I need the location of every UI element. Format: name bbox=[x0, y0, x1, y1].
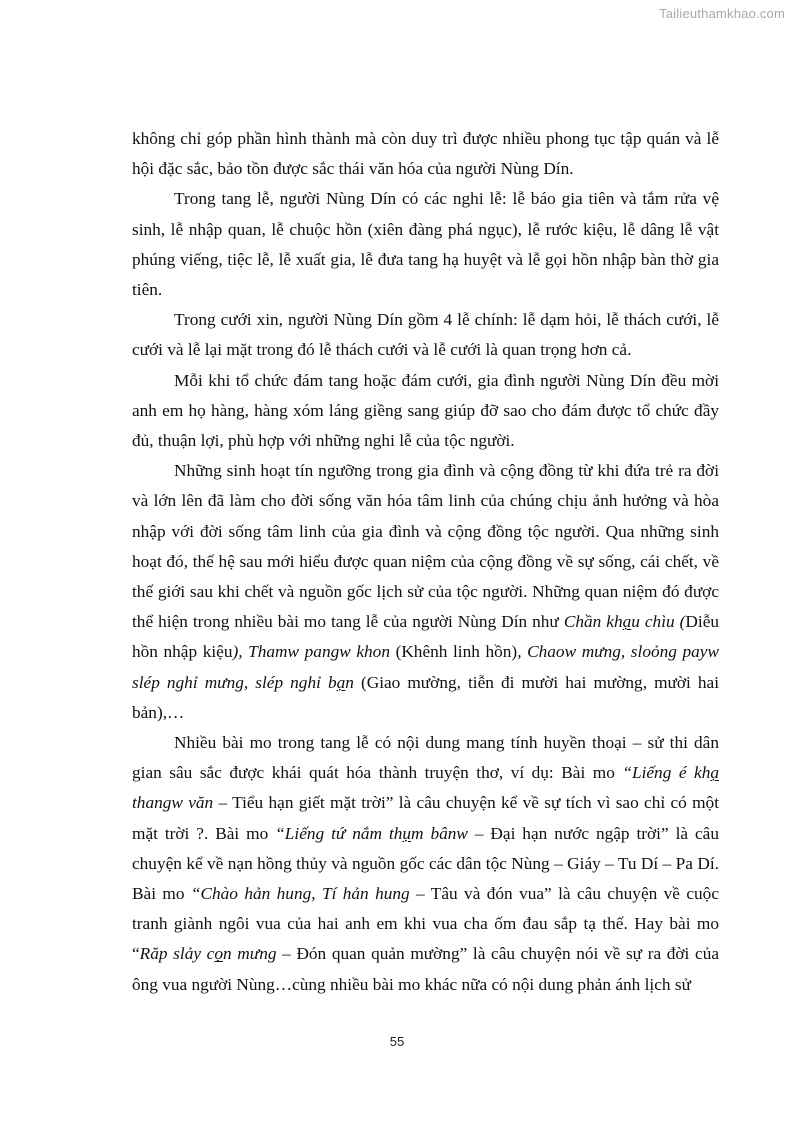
italic-title-run: “Liếng é khạ thangw văn bbox=[132, 763, 719, 813]
italic-title-run: , Chaow mưng, sloỏng payw slép nghỉ mưng, slép nghỉ bạn bbox=[132, 642, 719, 692]
watermark: Tailieuthamkhao.com bbox=[659, 6, 785, 21]
text-run: Diễu hồn nhập kiệu bbox=[132, 612, 719, 662]
text-run: Nhiều bài mo trong tang lễ có nội dung mang tính huyền thoại – sử thi dân gian sâu sắc được khái quát hóa thành truyện thơ, ví dụ: Bài mo bbox=[132, 733, 719, 783]
underlined-char: ọ bbox=[214, 944, 223, 964]
italic-title-run: ), Thamw pangw khon bbox=[232, 642, 390, 662]
paragraph-5 bbox=[132, 456, 719, 728]
text-run: – Tiểu hạn giết mặt trời” là câu chuyện kể về sự tích vì sao chỉ có một mặt trời ?. Bài mo bbox=[132, 793, 719, 843]
italic-title-run: “Liếng tứ nắm thụm bânw bbox=[275, 823, 468, 843]
paragraph-2: Trong tang lễ, người Nùng Dín có các nghi lễ: lễ báo gia tiên và tắm rửa vệ sinh, lễ nhập quan, lễ chuộc hồn (xiên đàng phá ngục), lễ rước kiệu, lễ dâng lễ vật phúng viếng, tiệc lễ, lễ xuất gia, lễ đưa tang hạ huyệt và lễ gọi hồn nhập bàn thờ gia tiên. bbox=[132, 189, 719, 300]
text-run: – Đại hạn nước ngập trời” là câu chuyện kể về nạn hồng thủy và nguồn gốc các dân tộc Nùng – Giáy – Tu Dí – Pa Dí. Bài mo bbox=[132, 823, 719, 904]
italic-title-run: Răp slảy cọn mưng bbox=[139, 944, 277, 964]
paragraph-3: Trong cưới xin, người Nùng Dín gồm 4 lễ chính: lễ dạm hỏi, lễ thách cưới, lễ cưới và lễ lại mặt trong đó lễ thách cưới và lễ cưới là quan trọng hơn cả. bbox=[132, 310, 719, 360]
underlined-char: ạ bbox=[336, 672, 346, 692]
underlined-char: ụ bbox=[402, 823, 412, 843]
italic-title-run: Chần khạu chìu ( bbox=[563, 612, 686, 632]
paragraph-1: không chỉ góp phần hình thành mà còn duy trì được nhiều phong tục tập quán và lễ hội đặc sắc, bảo tồn được sắc thái văn hóa của người Nùng Dín. bbox=[132, 129, 719, 179]
text-run: – Đón quan quản mường” là câu chuyện nói về sự ra đời của ông vua người Nùng…cùng nhiều bài mo khác nữa có nội dung phản ánh lịch sử bbox=[132, 944, 720, 994]
text-run: – Tâu và đón vua” là câu chuyện về cuộc tranh giành ngôi vua của hai anh em khi vua cha ốm đau sắp tạ thế. Hay bài mo “ bbox=[132, 884, 719, 964]
text-run: (Khênh linh hồn) bbox=[389, 642, 518, 662]
underlined-char: ạ bbox=[710, 763, 719, 783]
paragraph-4: Mỗi khi tổ chức đám tang hoặc đám cưới, gia đình người Nùng Dín đều mời anh em họ hàng, hàng xóm láng giềng sang giúp đỡ sao cho đám được tổ chức đầy đủ, thuận lợi, phù hợp với những nghi lễ của tộc người. bbox=[132, 370, 719, 451]
text-run: Những sinh hoạt tín ngưỡng trong gia đình và cộng đồng từ khi đứa trẻ ra đời và lớn lên đã làm cho đời sống văn hóa tâm linh của chúng chịu ảnh hưởng và hòa nhập với đời sống tâm linh của gia đình và cộng đồng tộc người. Qua những sinh hoạt đó, thế hệ sau mới hiểu được quan niệm của cộng đồng về sự sống, cái chết, về thế giới sau khi chết và nguồn gốc lịch sử của tộc người. Những quan niệm đó được thể hiện trong nhiều bài mo tang lễ của người Nùng Dín như bbox=[132, 461, 719, 632]
italic-title-run: “Chào hản hung, Tí hản hung bbox=[190, 884, 410, 904]
document-body bbox=[132, 124, 719, 1000]
underlined-char: ạ bbox=[622, 612, 632, 632]
paragraph-6 bbox=[132, 728, 719, 1000]
text-run: (Giao mường, tiễn đi mười hai mường, mười hai bản),… bbox=[132, 672, 720, 722]
page-number: 55 bbox=[389, 1034, 405, 1049]
